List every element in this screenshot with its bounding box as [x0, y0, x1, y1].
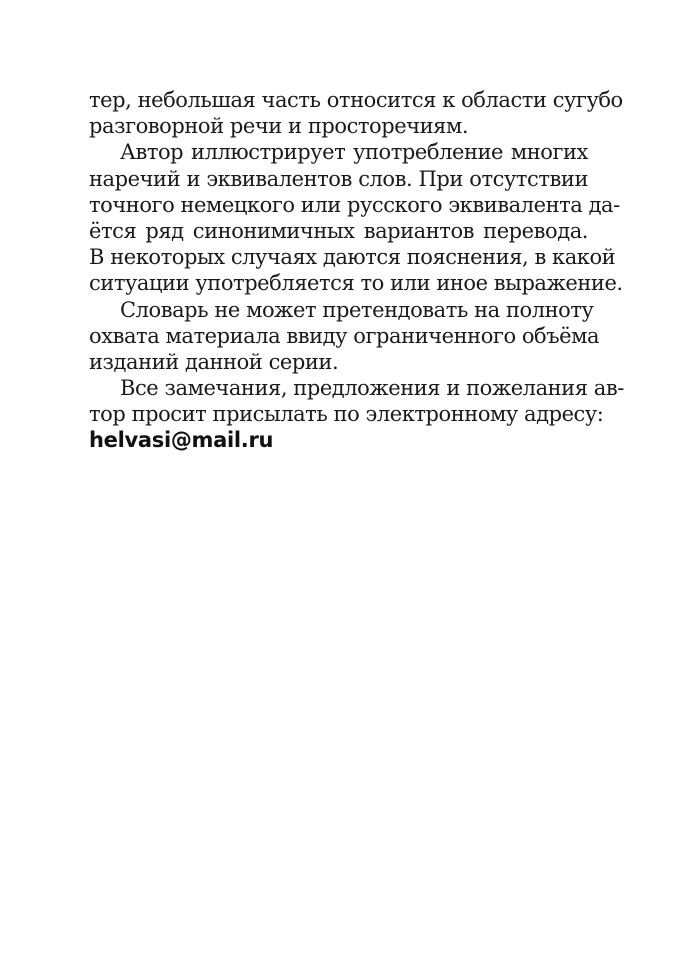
text-line: точного немецкого или русского эквивалента да- [89, 192, 620, 217]
text-line: тер, небольшая часть относится к области сугубо [89, 88, 623, 112]
text-line: тор просит присылать по электронному адресу: [89, 402, 604, 427]
text-line: В некоторых случаях даются пояснения, в какой [89, 245, 616, 270]
text-line: Автор иллюстрирует употребление многих [120, 140, 588, 165]
text-line: Словарь не может претендовать на полноту [120, 297, 594, 322]
author-email: helvasi@mail.ru [89, 428, 274, 453]
text-line: охвата материала ввиду ограниченного объёма [89, 323, 600, 348]
text-line: Все замечания, предложения и пожелания ав- [120, 376, 624, 401]
text-line: изданий данной серии. [89, 349, 339, 374]
text-line: разговорной речи и просторечиям. [89, 114, 469, 139]
text-line: ситуации употребляется то или иное выражение. [89, 271, 623, 296]
page-text [89, 87, 624, 454]
text-line: ётся ряд синонимичных вариантов перевода. [89, 218, 588, 243]
text-line: наречий и эквивалентов слов. При отсутствии [89, 166, 588, 191]
